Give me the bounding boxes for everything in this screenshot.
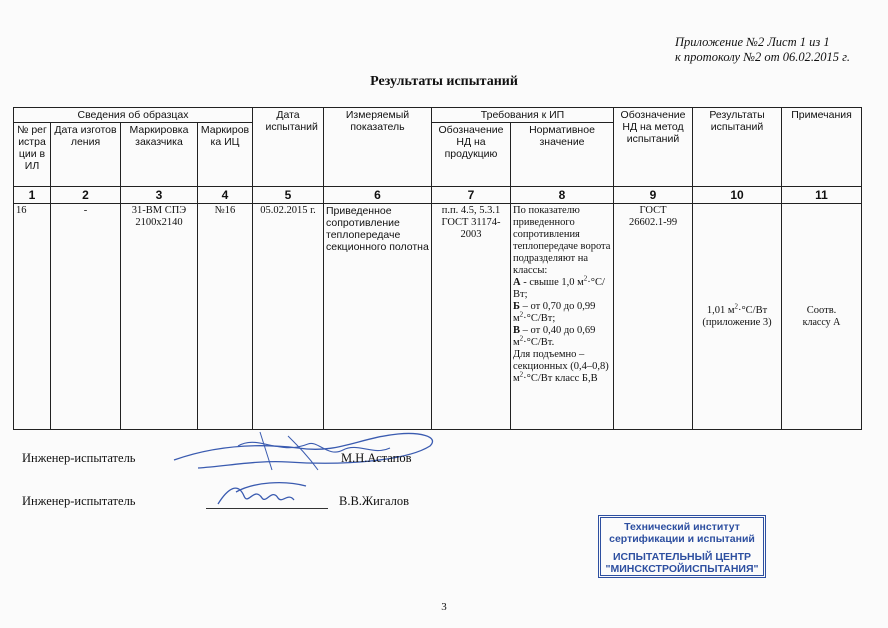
cell-notes: Соотв. классу А — [782, 204, 862, 430]
cell-customer-mark: 31-ВМ СПЭ 2100х2140 — [121, 204, 198, 430]
signature-2-image — [214, 478, 314, 512]
col-number: 1 — [14, 187, 51, 204]
col-number: 6 — [324, 187, 432, 204]
class-v-line: В – от 0,40 до 0,69 $м^2\cdot^\circ С/Вт$. — [513, 325, 596, 348]
col-number: 4 — [198, 187, 253, 204]
signer-2-role: Инженер-испытатель — [22, 494, 136, 508]
col-number: 7 — [432, 187, 511, 204]
normative-intro: По показателю приведенного сопротивления теплопередаче ворота подразделяют на классы: — [513, 205, 611, 276]
group-requirements: Требования к ИП — [432, 108, 614, 123]
signer-2-name: В.В.Жигалов — [339, 494, 409, 508]
stamp-line-2: сертификации и испытаний — [609, 533, 755, 545]
col-nd-method: Обозначение НД на метод испытаний — [614, 108, 693, 187]
signer-1-role: Инженер-испытатель — [22, 451, 136, 465]
col-mfg-date: Дата изготовления — [51, 123, 121, 187]
col-number: 8 — [511, 187, 614, 204]
appendix-line: Приложение №2 Лист 1 из 1 — [674, 35, 830, 49]
cell-ic-mark: №16 — [198, 204, 253, 430]
cell-mfg-date: - — [51, 204, 121, 430]
stamp-line-3: ИСПЫТАТЕЛЬНЫЙ ЦЕНТР — [612, 551, 752, 563]
col-number: 10 — [693, 187, 782, 204]
col-number: 5 — [253, 187, 324, 204]
class-a-line: А - свыше 1,0 $м^2\cdot^\circ С/Вт$; — [513, 274, 605, 300]
col-indicator: Измеряемый показатель — [324, 108, 432, 187]
col-customer-mark: Маркировка заказчика — [121, 123, 198, 187]
class-b-line: Б – от 0,70 до 0,99 $м^2\cdot^\circ С/Вт$; — [513, 301, 596, 324]
stamp-line-1: Технический институт — [624, 521, 740, 533]
result-value: 1,01 $м^2\cdot^\circ С/Вт$ — [706, 302, 768, 316]
page-number: 3 — [441, 601, 447, 613]
signer-1-name: М.Н.Астапов — [341, 451, 412, 465]
col-number: 9 — [614, 187, 693, 204]
protocol-line: к протоколу №2 от 06.02.2015 г. — [674, 50, 850, 64]
page-title: Результаты испытаний — [370, 74, 518, 89]
result-ref: (приложение 3) — [702, 316, 772, 328]
col-results: Результаты испытаний — [693, 108, 782, 187]
col-test-date: Дата испытаний — [253, 108, 324, 187]
col-ic-mark: Маркировка ИЦ — [198, 123, 253, 187]
document-header — [675, 35, 850, 65]
col-number: 11 — [782, 187, 862, 204]
cell-reg-no: 16 — [14, 204, 51, 430]
cell-results — [693, 204, 782, 430]
col-number: 2 — [51, 187, 121, 204]
results-table — [13, 107, 862, 430]
cell-test-date: 05.02.2015 г. — [253, 204, 324, 430]
col-normative: Нормативное значение — [511, 123, 614, 187]
col-reg-no: № регистрации в ИЛ — [14, 123, 51, 187]
cell-nd-product: п.п. 4.5, 5.3.1 ГОСТ 31174-2003 — [432, 204, 511, 430]
col-number: 3 — [121, 187, 198, 204]
column-numbers-row — [14, 187, 862, 204]
col-notes: Примечания — [782, 108, 862, 187]
organization-stamp — [598, 515, 766, 578]
table-row — [14, 204, 862, 430]
col-nd-product: Обозначение НД на продукцию — [432, 123, 511, 187]
group-samples: Сведения об образцах — [14, 108, 253, 123]
cell-nd-method: ГОСТ 26602.1-99 — [614, 204, 693, 430]
stamp-line-4: "МИНСКСТРОЙИСПЫТАНИЯ" — [605, 563, 759, 575]
cell-normative — [511, 204, 614, 430]
lift-line: Для подъемно – секционных (0,4–0,8) $м^2\cdot^\circ С/Вт$ класс Б,В — [513, 349, 609, 384]
cell-indicator: Приведенное сопротивление теплопередаче секционного полотна — [324, 204, 432, 430]
header-row-1 — [14, 108, 862, 123]
